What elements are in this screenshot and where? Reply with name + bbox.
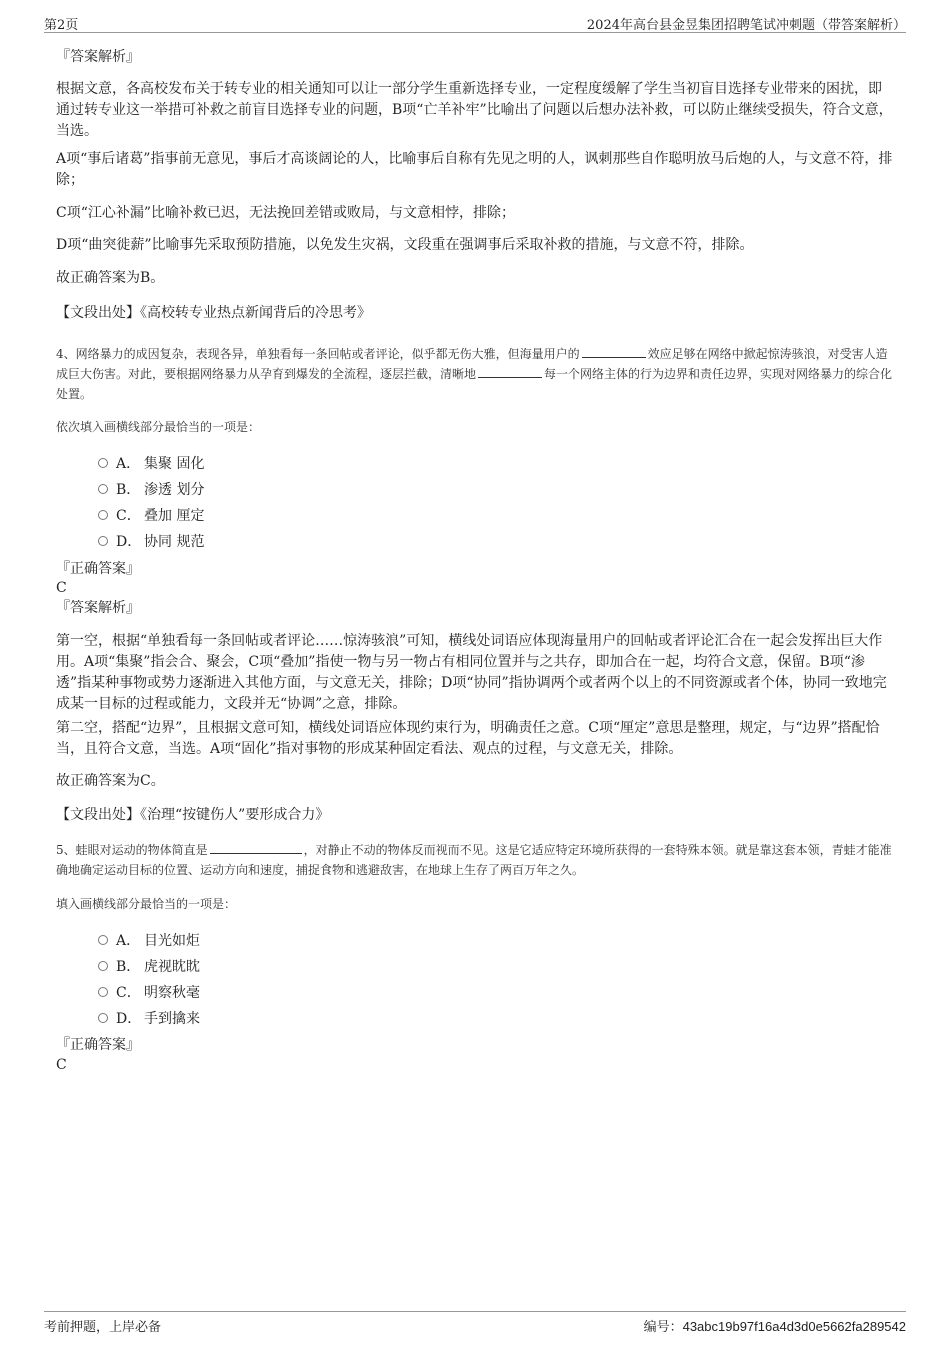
page-footer <box>44 1311 906 1336</box>
q5-option-c[interactable]: C． 明察秋毫 <box>98 982 200 1002</box>
page-header <box>44 14 906 33</box>
q4-blank-1 <box>582 346 646 358</box>
q4-question-part3: 每一个网络主体的行为边界和责任边界，实现对网络暴力的综合化处置。 <box>56 367 893 401</box>
q5-question <box>56 840 894 880</box>
q4-analysis-p1: 第一空，根据“单独看每一条回帖或者评论……惊涛骇浪”可知，横线处词语应体现海量用户的回帖或者评论汇合在一起会发挥出巨大作用。A项“集聚”指会合、聚会，C项“叠加”指使一物与另一物占有相同位置并与之共存，即加合在一起，均符合文意，保留。B项“渗透”指某种事物或势力逐渐进入其他方面，与文意无关，排除；D项“协同”指协调两个或者两个以上的不同资源或者个体，协同一致地完成某一目标的过程或能力，文段并无“协调”之意，排除。 <box>56 633 887 712</box>
q5-option-d[interactable]: D． 手到擒来 <box>98 1008 200 1028</box>
q3-analysis-p2: A项“事后诸葛”指事前无意见，事后才高谈阔论的人，比喻事后自称有先见之明的人，讽刺那些自作聪明放马后炮的人，与文意不符，排除； <box>56 151 893 188</box>
code-value: 43abc19b97f16a4d3d0e5662fa289542 <box>682 1319 906 1334</box>
radio-icon[interactable] <box>98 1013 108 1023</box>
q4-question-part1: 4、网络暴力的成因复杂，表现各异，单独看每一条回帖或者评论，似乎都无伤大雅，但海量用户的 <box>56 347 580 361</box>
q4-answer: C <box>56 580 67 596</box>
radio-icon[interactable] <box>98 536 108 546</box>
q5-option-a[interactable]: A． 目光如炬 <box>98 930 200 950</box>
q4-analysis-label: 『答案解析』 <box>56 600 140 616</box>
q4-instruction: 依次填入画横线部分最恰当的一项是： <box>56 420 261 434</box>
q5-instruction: 填入画横线部分最恰当的一项是： <box>56 897 237 911</box>
q4-source: 【文段出处】《治理“按键伤人”要形成合力》 <box>56 807 330 823</box>
q3-conclusion: 故正确答案为B。 <box>56 270 165 286</box>
q4-question-part2: 效应足够在网络中掀起惊涛骇浪，对受害人造成巨大伤害。对此，要根据网络暴力从孕育到爆发的全流程，逐层拦截，清晰地 <box>56 347 888 381</box>
q5-option-b[interactable]: B． 虎视眈眈 <box>98 956 200 976</box>
radio-icon[interactable] <box>98 458 108 468</box>
q4-conclusion: 故正确答案为C。 <box>56 773 165 789</box>
q5-answer: C <box>56 1057 67 1073</box>
q4-option-c[interactable]: C． 叠加 厘定 <box>98 505 204 525</box>
q3-analysis-p4: D项“曲突徙薪”比喻事先采取预防措施，以免发生灾祸，文段重在强调事后采取补救的措施，与文意不符，排除。 <box>56 237 754 253</box>
radio-icon[interactable] <box>98 961 108 971</box>
code-label: 编号： <box>643 1320 683 1335</box>
document-code <box>644 1316 906 1335</box>
radio-icon[interactable] <box>98 935 108 945</box>
q5-answer-label: 『正确答案』 <box>56 1037 140 1053</box>
q5-question-part1: 5、蛙眼对运动的物体简直是 <box>56 843 208 857</box>
q4-option-b[interactable]: B． 渗透 划分 <box>98 479 204 499</box>
q5-question-part2: ，对静止不动的物体反而视而不见。这是它适应特定环境所获得的一套特殊本领。就是靠这套本领，青蛙才能准确地确定运动目标的位置、运动方向和速度，捕捉食物和逃避敌害，在地球上生存了两百万年之久。 <box>56 843 892 877</box>
q4-option-a[interactable]: A． 集聚 固化 <box>98 453 204 473</box>
q3-analysis-p1: 根据文意，各高校发布关于转专业的相关通知可以让一部分学生重新选择专业，一定程度缓解了学生当初盲目选择专业带来的困扰，即通过转专业这一举措可补救之前盲目选择专业的问题，B项“亡羊补牢”比喻出了问题以后想办法补救，可以防止继续受损失，符合文意，当选。 <box>56 81 893 139</box>
radio-icon[interactable] <box>98 987 108 997</box>
q4-question <box>56 344 894 404</box>
footer-slogan: 考前押题，上岸必备 <box>44 1320 162 1335</box>
q4-option-d[interactable]: D． 协同 规范 <box>98 531 204 551</box>
q4-analysis-p2: 第二空，搭配“边界”，且根据文意可知，横线处词语应体现约束行为，明确责任之意。C项“厘定”意思是整理，规定，与“边界”搭配恰当，且符合文意，当选。A项“固化”指对事物的形成某种固定看法、观点的过程，与文意无关，排除。 <box>56 720 880 757</box>
radio-icon[interactable] <box>98 484 108 494</box>
page-number: 第2页 <box>44 18 79 33</box>
q3-source: 【文段出处】《高校转专业热点新闻背后的冷思考》 <box>56 305 371 321</box>
q3-analysis-p3: C项“江心补漏”比喻补救已迟，无法挽回差错或败局，与文意相悖，排除； <box>56 205 516 221</box>
q5-blank <box>210 842 302 854</box>
radio-icon[interactable] <box>98 510 108 520</box>
q4-blank-2 <box>478 366 542 378</box>
document-title: 2024年高台县金昱集团招聘笔试冲刺题（带答案解析） <box>586 18 906 33</box>
q4-answer-label: 『正确答案』 <box>56 561 140 577</box>
q3-analysis-label: 『答案解析』 <box>56 49 140 65</box>
